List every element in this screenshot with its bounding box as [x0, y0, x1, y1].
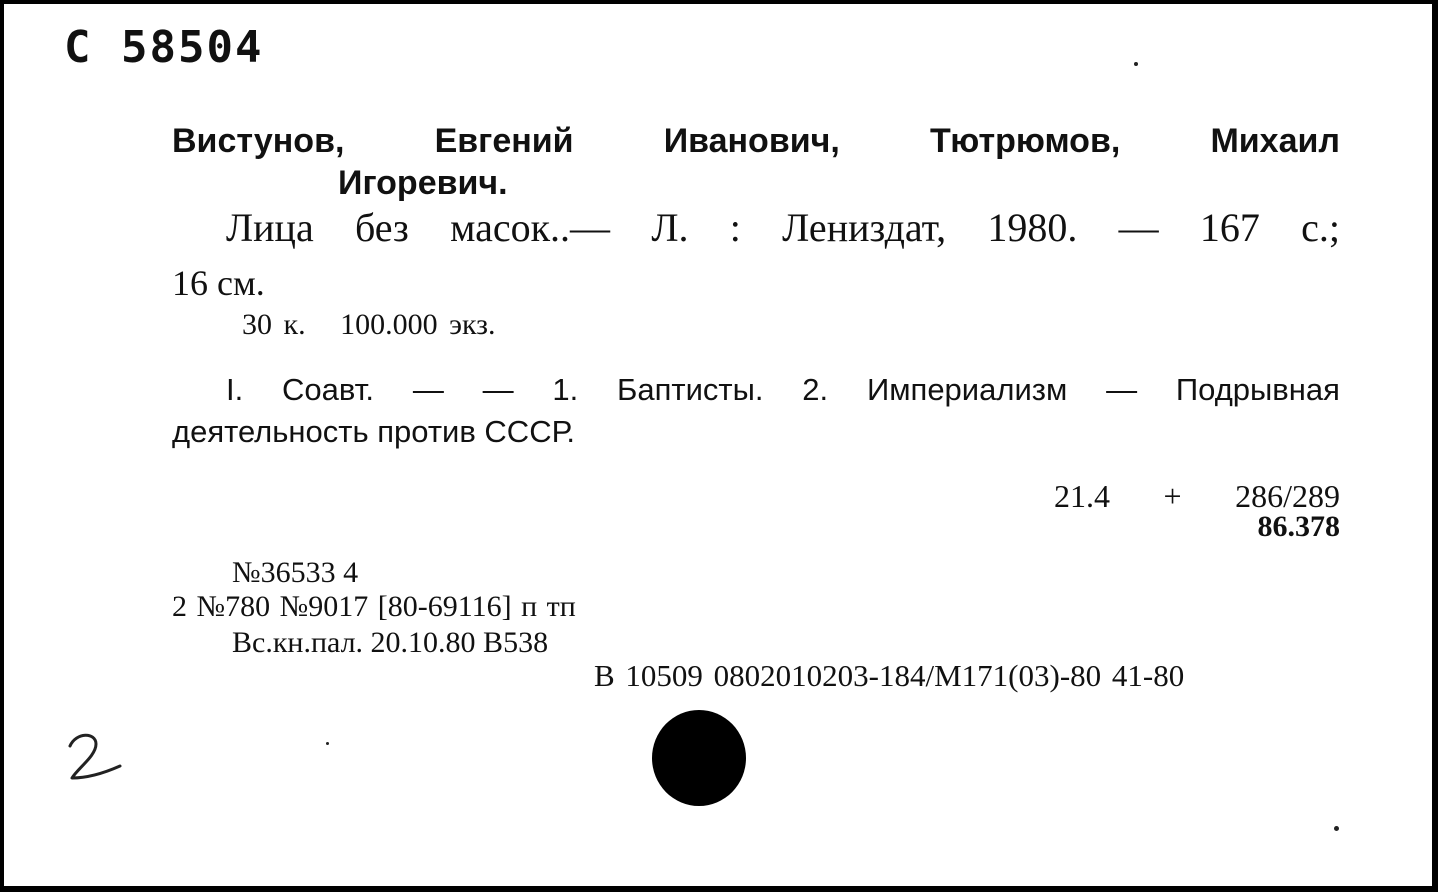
author-word: Тютрюмов,: [929, 122, 1121, 160]
authors-line-1: [172, 122, 1340, 161]
subject-word: Соавт.: [282, 372, 375, 407]
punch-hole: [652, 710, 746, 806]
title-word: —: [1118, 205, 1159, 250]
ink-speck: [1134, 62, 1138, 66]
author-word: Михаил: [1210, 122, 1340, 160]
title-line-1: [226, 204, 1340, 251]
title-line-2: 16 см.: [172, 263, 265, 303]
subject-word: 2.: [802, 372, 829, 407]
subject-word: —: [482, 372, 514, 407]
ink-speck: [326, 742, 329, 745]
book-chamber-line: Вс.кн.пал. 20.10.80 В538: [232, 626, 549, 659]
catalog-card: [4, 4, 1432, 886]
title-word: Лица: [226, 205, 314, 250]
authors-line-2: Игоревич.: [338, 164, 508, 202]
classification-index: 21.4: [1054, 478, 1110, 514]
subjects-line-1: [226, 372, 1340, 408]
title-word: Л.: [651, 205, 689, 250]
title-word: Лениздат,: [782, 205, 947, 250]
title-word: масок..—: [450, 205, 611, 250]
title-word: :: [729, 205, 741, 250]
subject-word: —: [412, 372, 444, 407]
author-word: Евгений: [434, 122, 574, 160]
title-word: без: [354, 205, 409, 250]
order-line: 2 №780 №9017 [80-69116] п тп: [172, 590, 576, 623]
subject-word: Баптисты.: [617, 372, 764, 407]
subject-word: —: [1106, 372, 1138, 407]
author-word: Вистунов,: [172, 122, 345, 160]
handwritten-number: [62, 728, 134, 788]
price-and-print-run: 30 к. 100.000 экз.: [242, 308, 496, 341]
accession-number: №36533 4: [232, 556, 359, 589]
classification-plus: +: [1163, 478, 1182, 514]
call-number-stamp: С 58504: [64, 22, 264, 73]
subject-word: I.: [226, 372, 244, 407]
subjects-line-2: деятельность против СССР.: [172, 414, 576, 449]
title-word: 1980.: [987, 205, 1078, 250]
subject-word: Империализм: [866, 372, 1068, 407]
subject-word: 1.: [552, 372, 579, 407]
title-word: с.;: [1301, 205, 1340, 250]
classification-index: 286/289: [1235, 478, 1340, 514]
ink-speck: [1334, 826, 1339, 831]
author-word: Иванович,: [663, 122, 840, 160]
classification-line-2: 86.378: [1257, 510, 1340, 543]
title-word: 167: [1199, 205, 1260, 250]
subject-word: Подрывная: [1175, 372, 1340, 407]
publication-code: В 10509 0802010203-184/М171(03)-80 41-80: [594, 658, 1185, 693]
